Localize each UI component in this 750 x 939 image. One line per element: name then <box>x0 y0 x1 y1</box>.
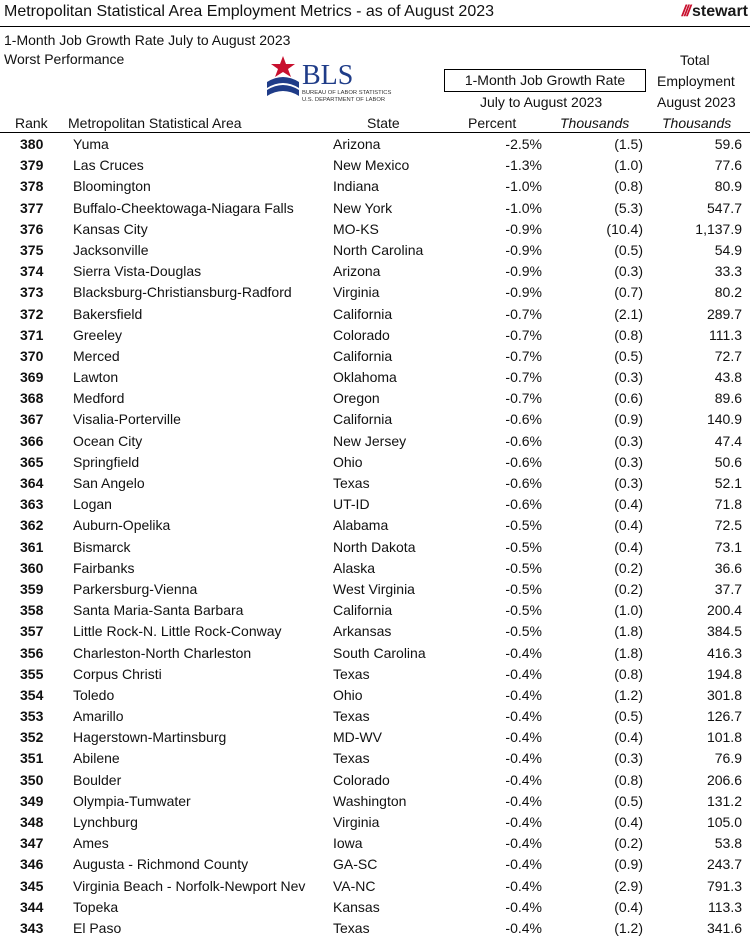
metro-cell: Boulder <box>73 771 122 788</box>
percent-cell: -0.9% <box>505 263 542 280</box>
table-row <box>0 621 750 642</box>
state-cell: MD-WV <box>333 729 382 746</box>
rank-cell: 369 <box>20 369 44 386</box>
table-row <box>0 643 750 664</box>
thousands-cell: (0.8) <box>614 326 643 343</box>
thousands-cell: (10.4) <box>606 220 643 237</box>
table-row <box>0 409 750 430</box>
percent-cell: -0.4% <box>505 814 542 830</box>
percent-cell: -0.7% <box>505 390 542 407</box>
metro-header: Metropolitan Statistical Area <box>68 115 242 131</box>
subtitle-performance: Worst Performance <box>4 51 125 67</box>
rank-cell: 360 <box>20 559 44 576</box>
rank-cell: 359 <box>20 580 44 597</box>
thousands-cell: (0.8) <box>614 771 643 788</box>
employment-cell: 547.7 <box>706 199 742 216</box>
metro-cell: Abilene <box>73 750 120 767</box>
rank-cell: 364 <box>20 475 44 491</box>
brand-logo <box>682 3 748 21</box>
stewart-mark-icon: /// <box>681 3 689 20</box>
table-row <box>0 664 750 685</box>
metro-cell: Auburn-Opelika <box>73 517 171 534</box>
bls-logo-icon <box>265 54 392 104</box>
table-row <box>0 706 750 727</box>
rank-cell: 349 <box>20 792 44 809</box>
thousands-cell: (0.3) <box>614 750 643 767</box>
metro-cell: Springfield <box>73 453 140 470</box>
job-growth-header-box: 1-Month Job Growth Rate <box>444 69 646 92</box>
page-title: Metropolitan Statistical Area Employment Metrics - as of August 2023 <box>4 3 495 20</box>
thousands-cell: (1.8) <box>614 623 643 640</box>
employment-cell: 77.6 <box>714 157 742 174</box>
metro-cell: Visalia-Porterville <box>73 411 181 428</box>
employment-cell: 384.5 <box>706 623 742 640</box>
percent-cell: -0.4% <box>505 665 542 682</box>
rank-cell: 358 <box>20 602 44 619</box>
rank-header: Rank <box>15 115 48 131</box>
metro-cell: Charleston-North Charleston <box>73 644 252 661</box>
employment-cell: 80.2 <box>714 284 742 301</box>
metro-cell: Sierra Vista-Douglas <box>73 263 202 280</box>
employment-cell: 33.3 <box>714 263 742 280</box>
employment-cell: 206.6 <box>706 771 742 788</box>
percent-cell: -1.3% <box>505 157 542 174</box>
thousands-cell: (0.5) <box>614 241 643 258</box>
table-row <box>0 494 750 515</box>
percent-cell: -0.4% <box>505 792 542 809</box>
state-cell: North Dakota <box>333 538 416 555</box>
table-row <box>0 812 750 833</box>
percent-cell: -0.4% <box>505 835 542 852</box>
percent-cell: -0.5% <box>505 538 542 555</box>
thousands-cell: (1.5) <box>614 136 643 152</box>
employment-cell: 105.0 <box>706 814 742 830</box>
rank-cell: 372 <box>20 305 44 322</box>
metro-cell: Fairbanks <box>73 559 135 576</box>
rank-cell: 378 <box>20 178 44 195</box>
table-row <box>0 685 750 706</box>
employment-cell: 36.6 <box>714 559 742 576</box>
percent-cell: -0.6% <box>505 496 542 513</box>
metro-cell: Parkersburg-Vienna <box>73 580 198 597</box>
percent-cell: -0.5% <box>505 602 542 619</box>
state-cell: New Mexico <box>333 157 410 174</box>
rank-cell: 368 <box>20 390 44 407</box>
employment-cell: 47.4 <box>714 432 742 449</box>
state-cell: California <box>333 602 393 619</box>
metro-cell: Bloomington <box>73 178 151 195</box>
metro-cell: Blacksburg-Christiansburg-Radford <box>73 284 292 301</box>
metro-cell: Yuma <box>73 136 109 152</box>
thousands-cell: (0.7) <box>614 284 643 301</box>
thousands-cell: (0.5) <box>614 708 643 725</box>
metro-cell: Jacksonville <box>73 241 149 258</box>
state-cell: Iowa <box>333 835 363 852</box>
employment-thousands-header: Thousands <box>662 115 732 131</box>
metro-cell: Hagerstown-Martinsburg <box>73 729 227 746</box>
thousands-cell: (2.1) <box>614 305 643 322</box>
data-table <box>0 134 750 939</box>
employment-cell: 111.3 <box>709 326 742 343</box>
percent-cell: -0.4% <box>505 750 542 767</box>
percent-cell: -0.4% <box>505 771 542 788</box>
thousands-cell: (1.0) <box>614 157 643 174</box>
rank-cell: 351 <box>20 750 44 767</box>
thousands-cell: (1.2) <box>614 919 643 936</box>
table-row <box>0 198 750 219</box>
employment-cell: 416.3 <box>706 644 742 661</box>
state-cell: New Jersey <box>333 432 407 449</box>
table-row <box>0 176 750 197</box>
metro-cell: El Paso <box>73 919 122 936</box>
table-row <box>0 579 750 600</box>
rank-cell: 356 <box>20 644 44 661</box>
job-growth-period: July to August 2023 <box>480 94 603 110</box>
rank-cell: 348 <box>20 814 44 830</box>
state-cell: Texas <box>333 750 370 767</box>
percent-cell: -0.7% <box>505 347 542 364</box>
rank-cell: 365 <box>20 453 44 470</box>
employment-cell: 791.3 <box>706 877 742 894</box>
percent-cell: -0.4% <box>505 877 542 894</box>
percent-cell: -0.9% <box>505 220 542 237</box>
state-cell: VA-NC <box>333 877 376 894</box>
metro-cell: Las Cruces <box>73 157 144 174</box>
rank-cell: 376 <box>20 220 44 237</box>
state-cell: Ohio <box>333 453 363 470</box>
table-row <box>0 558 750 579</box>
table-row <box>0 727 750 748</box>
metro-cell: Little Rock-N. Little Rock-Conway <box>73 623 282 640</box>
table-row <box>0 537 750 558</box>
thousands-cell: (0.9) <box>614 856 643 873</box>
rank-cell: 346 <box>20 856 44 873</box>
state-cell: Alaska <box>333 559 376 576</box>
table-row <box>0 854 750 875</box>
rank-cell: 366 <box>20 432 44 449</box>
state-cell: Oregon <box>333 390 380 407</box>
rank-cell: 363 <box>20 496 44 513</box>
metro-cell: Santa Maria-Santa Barbara <box>73 602 244 619</box>
thousands-cell: (0.2) <box>614 580 643 597</box>
percent-cell: -0.4% <box>505 686 542 703</box>
percent-cell: -0.4% <box>505 644 542 661</box>
employment-cell: 89.6 <box>714 390 742 407</box>
rank-cell: 350 <box>20 771 44 788</box>
metro-cell: Lynchburg <box>73 814 138 830</box>
table-row <box>0 770 750 791</box>
state-cell: Virginia <box>333 284 380 301</box>
thousands-cell: (0.3) <box>614 432 643 449</box>
percent-cell: -0.7% <box>505 326 542 343</box>
metro-cell: Ocean City <box>73 432 143 449</box>
percent-cell: -0.7% <box>505 369 542 386</box>
employment-cell: 131.2 <box>706 792 742 809</box>
rank-cell: 375 <box>20 241 44 258</box>
rank-cell: 357 <box>20 623 44 640</box>
thousands-cell: (0.6) <box>614 390 643 407</box>
state-cell: Virginia <box>333 814 380 830</box>
brand-name: stewart <box>691 3 748 20</box>
state-cell: New York <box>333 199 393 216</box>
bls-logo-line2: U.S. DEPARTMENT OF LABOR <box>302 97 386 103</box>
employment-cell: 72.5 <box>714 517 742 534</box>
thousands-cell: (0.4) <box>614 538 643 555</box>
rank-cell: 373 <box>20 284 44 301</box>
thousands-cell: (0.8) <box>614 665 643 682</box>
rank-cell: 370 <box>20 347 44 364</box>
table-row <box>0 367 750 388</box>
employment-cell: 140.9 <box>706 411 742 428</box>
percent-header: Percent <box>468 115 517 131</box>
table-row <box>0 325 750 346</box>
rank-cell: 352 <box>20 729 44 746</box>
percent-cell: -1.0% <box>505 178 542 195</box>
table-row <box>0 876 750 897</box>
percent-cell: -0.5% <box>505 517 542 534</box>
bls-wave-bottom-icon <box>267 85 299 96</box>
employment-cell: 71.8 <box>714 496 742 513</box>
thousands-cell: (2.9) <box>614 877 643 894</box>
employment-cell: 53.8 <box>714 835 742 852</box>
state-cell: California <box>333 347 393 364</box>
percent-cell: -2.5% <box>505 136 542 152</box>
state-cell: Texas <box>333 708 370 725</box>
thousands-cell: (1.2) <box>614 686 643 703</box>
rank-cell: 374 <box>20 263 44 280</box>
thousands-cell: (0.4) <box>614 814 643 830</box>
state-cell: Arizona <box>333 263 381 280</box>
table-row <box>0 282 750 303</box>
metro-cell: Merced <box>73 347 120 364</box>
rank-cell: 355 <box>20 665 44 682</box>
state-cell: Colorado <box>333 326 390 343</box>
table-row <box>0 431 750 452</box>
thousands-cell: (0.9) <box>614 411 643 428</box>
table-row <box>0 897 750 918</box>
rank-cell: 380 <box>20 136 44 152</box>
metro-cell: Augusta - Richmond County <box>73 856 249 873</box>
percent-cell: -0.6% <box>505 453 542 470</box>
subtitle: 1-Month Job Growth Rate July to August 2023 <box>4 32 291 48</box>
percent-cell: -0.7% <box>505 305 542 322</box>
employment-cell: 341.6 <box>706 919 742 936</box>
percent-cell: -1.0% <box>505 199 542 216</box>
metro-cell: Toledo <box>73 686 115 703</box>
state-cell: West Virginia <box>333 580 415 597</box>
table-row <box>0 155 750 176</box>
thousands-cell: (0.4) <box>614 517 643 534</box>
state-cell: Texas <box>333 475 370 491</box>
percent-cell: -0.9% <box>505 284 542 301</box>
metro-cell: Amarillo <box>73 708 124 725</box>
state-header: State <box>367 115 400 131</box>
table-row <box>0 304 750 325</box>
rank-cell: 367 <box>20 411 44 428</box>
metro-cell: Bakersfield <box>73 305 143 322</box>
metro-cell: Corpus Christi <box>73 665 162 682</box>
title-bar <box>0 0 750 27</box>
percent-cell: -0.5% <box>505 623 542 640</box>
thousands-cell: (0.4) <box>614 496 643 513</box>
employment-cell: 72.7 <box>714 347 742 364</box>
state-cell: South Carolina <box>333 644 426 661</box>
thousands-cell: (1.0) <box>614 602 643 619</box>
state-cell: GA-SC <box>333 856 378 873</box>
rank-cell: 343 <box>20 919 44 936</box>
state-cell: Oklahoma <box>333 369 397 386</box>
employment-cell: 76.9 <box>714 750 742 767</box>
thousands-cell: (5.3) <box>614 199 643 216</box>
metro-cell: Ames <box>73 835 109 852</box>
state-cell: MO-KS <box>333 220 379 237</box>
metro-cell: Buffalo-Cheektowaga-Niagara Falls <box>73 199 294 216</box>
thousands-cell: (0.2) <box>614 835 643 852</box>
employment-cell: 54.9 <box>714 241 742 258</box>
state-cell: Kansas <box>333 898 380 915</box>
percent-cell: -0.6% <box>505 475 542 491</box>
employment-cell: 52.1 <box>714 475 742 491</box>
bls-star-icon <box>271 56 295 77</box>
employment-cell: 126.7 <box>706 708 742 725</box>
metro-cell: San Angelo <box>73 475 145 491</box>
thousands-cell: (0.5) <box>614 347 643 364</box>
employment-cell: 289.7 <box>706 305 742 322</box>
state-cell: North Carolina <box>333 241 424 258</box>
metro-cell: Greeley <box>73 326 123 343</box>
table-row <box>0 918 750 939</box>
employment-cell: 200.4 <box>706 602 742 619</box>
state-cell: Indiana <box>333 178 379 195</box>
employment-cell: 50.6 <box>714 453 742 470</box>
rank-cell: 361 <box>20 538 44 555</box>
employment-cell: 43.8 <box>714 369 742 386</box>
table-row <box>0 452 750 473</box>
employment-cell: 59.6 <box>714 136 742 152</box>
percent-cell: -0.5% <box>505 559 542 576</box>
employment-cell: 101.8 <box>706 729 742 746</box>
table-row <box>0 748 750 769</box>
employment-cell: 301.8 <box>706 686 742 703</box>
percent-cell: -0.4% <box>505 898 542 915</box>
thousands-cell: (0.3) <box>614 263 643 280</box>
bls-logo-line1: BUREAU OF LABOR STATISTICS <box>302 90 392 96</box>
table-row <box>0 600 750 621</box>
percent-cell: -0.6% <box>505 432 542 449</box>
employment-header: Employment <box>657 73 735 89</box>
employment-cell: 37.7 <box>714 580 742 597</box>
table-row <box>0 240 750 261</box>
table-row <box>0 134 750 155</box>
state-cell: Texas <box>333 919 370 936</box>
employment-cell: 243.7 <box>706 856 742 873</box>
percent-cell: -0.4% <box>505 919 542 936</box>
thousands-cell: (0.5) <box>614 792 643 809</box>
table-row <box>0 261 750 282</box>
percent-cell: -0.6% <box>505 411 542 428</box>
thousands-cell: (0.4) <box>614 898 643 915</box>
state-cell: Arkansas <box>333 623 392 640</box>
bls-logo-text: BLS <box>302 60 354 91</box>
state-cell: Texas <box>333 665 370 682</box>
metro-cell: Virginia Beach - Norfolk-Newport Nev <box>73 877 306 894</box>
employment-cell: 73.1 <box>714 538 742 555</box>
metro-cell: Olympia-Tumwater <box>73 792 191 809</box>
percent-cell: -0.4% <box>505 729 542 746</box>
rank-cell: 362 <box>20 517 44 534</box>
state-cell: UT-ID <box>333 496 370 513</box>
table-row <box>0 219 750 240</box>
rank-cell: 377 <box>20 199 44 216</box>
table-row <box>0 515 750 536</box>
employment-cell: 1,137.9 <box>695 220 742 237</box>
table-row <box>0 791 750 812</box>
metro-cell: Logan <box>73 496 112 513</box>
thousands-cell: (0.3) <box>614 369 643 386</box>
thousands-cell: (0.4) <box>614 729 643 746</box>
state-cell: Alabama <box>333 517 389 534</box>
table-row <box>0 388 750 409</box>
thousands-header: Thousands <box>560 115 630 131</box>
rank-cell: 347 <box>20 835 44 852</box>
percent-cell: -0.4% <box>505 708 542 725</box>
metro-cell: Topeka <box>73 898 119 915</box>
employment-cell: 194.8 <box>706 665 742 682</box>
percent-cell: -0.5% <box>505 580 542 597</box>
rank-cell: 354 <box>20 686 44 703</box>
thousands-cell: (0.8) <box>614 178 643 195</box>
metro-cell: Lawton <box>73 369 119 386</box>
table-row <box>0 833 750 854</box>
metro-cell: Kansas City <box>73 220 148 237</box>
header-divider <box>0 132 750 133</box>
metro-cell: Bismarck <box>73 538 131 555</box>
state-cell: Arizona <box>333 136 381 152</box>
thousands-cell: (0.3) <box>614 453 643 470</box>
table-row <box>0 346 750 367</box>
thousands-cell: (0.2) <box>614 559 643 576</box>
rank-cell: 371 <box>20 326 44 343</box>
table-row <box>0 473 750 494</box>
state-cell: California <box>333 411 393 428</box>
thousands-cell: (0.3) <box>614 475 643 491</box>
metro-cell: Medford <box>73 390 125 407</box>
rank-cell: 379 <box>20 157 44 174</box>
thousands-cell: (1.8) <box>614 644 643 661</box>
percent-cell: -0.9% <box>505 241 542 258</box>
state-cell: California <box>333 305 393 322</box>
employment-period-header: August 2023 <box>657 94 736 110</box>
percent-cell: -0.4% <box>505 856 542 873</box>
state-cell: Washington <box>333 792 407 809</box>
employment-cell: 113.3 <box>708 898 742 915</box>
total-header: Total <box>680 52 710 68</box>
rank-cell: 344 <box>20 898 44 915</box>
rank-cell: 353 <box>20 708 44 725</box>
state-cell: Ohio <box>333 686 363 703</box>
employment-cell: 80.9 <box>714 178 742 195</box>
rank-cell: 345 <box>20 877 44 894</box>
state-cell: Colorado <box>333 771 390 788</box>
